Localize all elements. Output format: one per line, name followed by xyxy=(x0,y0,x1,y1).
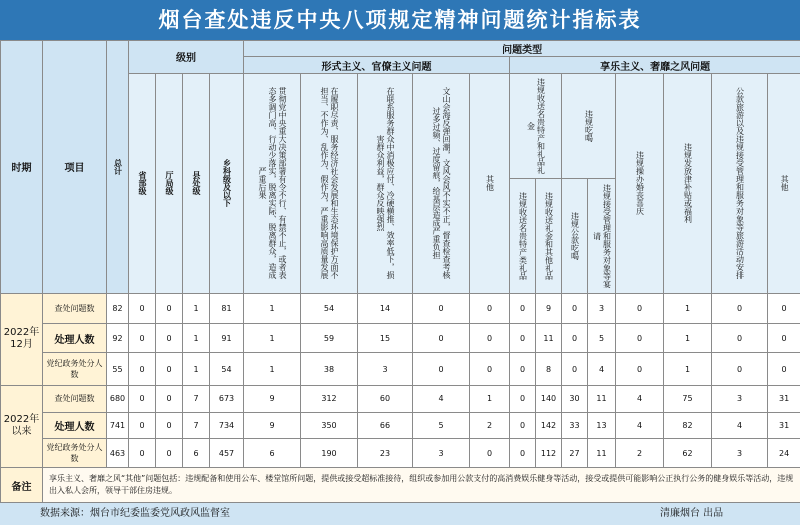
problem-type-header: 问题类型 xyxy=(244,41,800,57)
cell: 82 xyxy=(107,293,129,324)
cell: 1 xyxy=(244,353,301,386)
cell: 0 xyxy=(129,353,156,386)
formalism-header: 形式主义、官僚主义问题 xyxy=(244,57,510,73)
cell: 0 xyxy=(156,412,183,439)
cell: 4 xyxy=(616,385,664,412)
hed-col-travel: 公款旅游以及违规接受管理和服务对象等旅游活动安排 xyxy=(712,73,768,293)
row-item: 处理人数 xyxy=(43,412,107,439)
cell: 0 xyxy=(510,324,536,353)
cell: 0 xyxy=(510,412,536,439)
cell: 9 xyxy=(244,412,301,439)
cell: 0 xyxy=(510,385,536,412)
hedonism-header: 享乐主义、奢靡之风问题 xyxy=(510,57,800,73)
cell: 1 xyxy=(183,293,210,324)
formal-col-other: 其他 xyxy=(470,73,510,293)
cell: 673 xyxy=(210,385,244,412)
cell: 0 xyxy=(510,293,536,324)
cell: 3 xyxy=(413,439,470,468)
cell: 0 xyxy=(129,324,156,353)
cell: 6 xyxy=(183,439,210,468)
cell: 0 xyxy=(129,439,156,468)
cell: 33 xyxy=(562,412,588,439)
cell: 75 xyxy=(664,385,712,412)
cell: 142 xyxy=(536,412,562,439)
cell: 59 xyxy=(301,324,358,353)
cell: 680 xyxy=(107,385,129,412)
cell: 0 xyxy=(562,324,588,353)
cell: 1 xyxy=(470,385,510,412)
cell: 9 xyxy=(536,293,562,324)
cell: 0 xyxy=(156,385,183,412)
cell: 66 xyxy=(358,412,413,439)
cell: 0 xyxy=(562,353,588,386)
cell: 91 xyxy=(210,324,244,353)
cell: 30 xyxy=(562,385,588,412)
cell: 0 xyxy=(413,293,470,324)
cell: 3 xyxy=(712,385,768,412)
note-row xyxy=(1,468,800,503)
cell: 0 xyxy=(156,324,183,353)
cell: 0 xyxy=(616,324,664,353)
formal-col-4: 文山会海反弹回潮，文风会风不实不正，督查检查考核过多过频、过度留痕，给基层造成严重负担 xyxy=(413,73,470,293)
cell: 0 xyxy=(470,353,510,386)
eat-group-header: 违规吃喝 xyxy=(562,73,616,178)
cell: 5 xyxy=(588,324,616,353)
data-source: 数据来源：烟台市纪委监委党风政风监督室 xyxy=(40,508,230,519)
cell: 0 xyxy=(616,353,664,386)
cell: 5 xyxy=(413,412,470,439)
cell: 4 xyxy=(588,353,616,386)
cell: 62 xyxy=(664,439,712,468)
cell: 0 xyxy=(156,353,183,386)
gift-group-header: 违规收送名贵特产和礼品礼金 xyxy=(510,73,562,178)
row-item: 处理人数 xyxy=(43,324,107,353)
eat-col-banquet: 违规接受管理和服务对象等宴请 xyxy=(588,178,616,293)
level-col-province: 省部级 xyxy=(129,73,156,293)
cell: 4 xyxy=(616,412,664,439)
table-row xyxy=(1,324,800,353)
note-label: 备注 xyxy=(1,468,43,503)
cell: 0 xyxy=(562,293,588,324)
formal-col-2: 在履职尽责、服务经济社会发展和生态环境保护方面不担当、不作为、乱作为、假作为，严重影响高质量发展 xyxy=(301,73,358,293)
cell: 38 xyxy=(301,353,358,386)
cell: 4 xyxy=(413,385,470,412)
row-item: 查处问题数 xyxy=(43,293,107,324)
cell: 1 xyxy=(244,324,301,353)
cell: 23 xyxy=(358,439,413,468)
cell: 0 xyxy=(129,385,156,412)
footer xyxy=(0,503,800,525)
cell: 60 xyxy=(358,385,413,412)
cell: 463 xyxy=(107,439,129,468)
cell: 2 xyxy=(616,439,664,468)
row-item: 党纪政务处分人数 xyxy=(43,439,107,468)
table-row xyxy=(1,293,800,324)
cell: 0 xyxy=(156,439,183,468)
gift-col-specialty: 违规收送名贵特产类礼品 xyxy=(510,178,536,293)
cell: 741 xyxy=(107,412,129,439)
cell: 27 xyxy=(562,439,588,468)
cell: 1 xyxy=(664,324,712,353)
cell: 8 xyxy=(536,353,562,386)
cell: 6 xyxy=(244,439,301,468)
page-title: 烟台查处违反中央八项规定精神问题统计指标表 xyxy=(0,0,800,40)
cell: 92 xyxy=(107,324,129,353)
cell: 13 xyxy=(588,412,616,439)
cell: 0 xyxy=(129,412,156,439)
hed-col-subsidy: 违规发放津补贴或福利 xyxy=(664,73,712,293)
cell: 54 xyxy=(301,293,358,324)
stats-table xyxy=(0,40,800,503)
period-label-2: 2022年以来 xyxy=(1,385,43,467)
table-row xyxy=(1,439,800,468)
cell: 734 xyxy=(210,412,244,439)
item-header: 项目 xyxy=(43,41,107,294)
gift-col-cash: 违规收送礼金和其他礼品 xyxy=(536,178,562,293)
cell: 312 xyxy=(301,385,358,412)
cell: 11 xyxy=(588,439,616,468)
level-col-county: 县处级 xyxy=(183,73,210,293)
cell: 0 xyxy=(768,353,800,386)
cell: 0 xyxy=(712,324,768,353)
row-item: 党纪政务处分人数 xyxy=(43,353,107,386)
cell: 9 xyxy=(244,385,301,412)
cell: 0 xyxy=(470,293,510,324)
cell: 55 xyxy=(107,353,129,386)
cell: 112 xyxy=(536,439,562,468)
period-label-1: 2022年12月 xyxy=(1,293,43,385)
hed-col-wedding: 违规操办婚丧喜庆 xyxy=(616,73,664,293)
cell: 4 xyxy=(712,412,768,439)
cell: 3 xyxy=(358,353,413,386)
cell: 1 xyxy=(664,353,712,386)
cell: 3 xyxy=(712,439,768,468)
cell: 0 xyxy=(768,293,800,324)
cell: 0 xyxy=(413,353,470,386)
period-header: 时期 xyxy=(1,41,43,294)
cell: 31 xyxy=(768,385,800,412)
cell: 457 xyxy=(210,439,244,468)
cell: 82 xyxy=(664,412,712,439)
row-item: 查处问题数 xyxy=(43,385,107,412)
cell: 3 xyxy=(588,293,616,324)
cell: 2 xyxy=(470,412,510,439)
formal-col-3: 在联系服务群众中消极应付、冷硬横推、效率低下，损害群众利益，群众反映强烈 xyxy=(358,73,413,293)
table-row xyxy=(1,353,800,386)
cell: 54 xyxy=(210,353,244,386)
cell: 15 xyxy=(358,324,413,353)
cell: 0 xyxy=(510,439,536,468)
hed-col-other: 其他 xyxy=(768,73,800,293)
level-header: 级别 xyxy=(129,41,244,74)
cell: 24 xyxy=(768,439,800,468)
cell: 0 xyxy=(413,324,470,353)
cell: 7 xyxy=(183,385,210,412)
cell: 1 xyxy=(664,293,712,324)
level-col-bureau: 厅局级 xyxy=(156,73,183,293)
cell: 11 xyxy=(588,385,616,412)
cell: 0 xyxy=(712,353,768,386)
cell: 0 xyxy=(712,293,768,324)
cell: 7 xyxy=(183,412,210,439)
cell: 0 xyxy=(510,353,536,386)
publisher: 清廉烟台 出品 xyxy=(660,508,724,519)
cell: 0 xyxy=(768,324,800,353)
cell: 350 xyxy=(301,412,358,439)
cell: 140 xyxy=(536,385,562,412)
table-row xyxy=(1,412,800,439)
level-col-township: 乡科级及以下 xyxy=(210,73,244,293)
cell: 0 xyxy=(129,293,156,324)
cell: 0 xyxy=(156,293,183,324)
note-text: 享乐主义、奢靡之风“其他”问题包括：违规配备和使用公车、楼堂馆所问题，提供或接受超标准接待，组织或参加用公款支付的高消费娱乐健身等活动，接受或提供可能影响公正执行公务的健身娱乐等活动，违规出入私人会所，领导干部住房违规。 xyxy=(43,468,800,503)
cell: 14 xyxy=(358,293,413,324)
cell: 1 xyxy=(244,293,301,324)
cell: 0 xyxy=(616,293,664,324)
cell: 81 xyxy=(210,293,244,324)
formal-col-1: 贯彻党中央重大决策部署有令不行、有禁不止，或者表态多调门高、行动少落实，脱离实际、脱离群众，造成严重后果 xyxy=(244,73,301,293)
total-header: 总计 xyxy=(107,41,129,294)
cell: 0 xyxy=(470,439,510,468)
cell: 190 xyxy=(301,439,358,468)
cell: 11 xyxy=(536,324,562,353)
eat-col-public: 违规公款吃喝 xyxy=(562,178,588,293)
cell: 0 xyxy=(470,324,510,353)
cell: 1 xyxy=(183,324,210,353)
table-row xyxy=(1,385,800,412)
cell: 31 xyxy=(768,412,800,439)
cell: 1 xyxy=(183,353,210,386)
